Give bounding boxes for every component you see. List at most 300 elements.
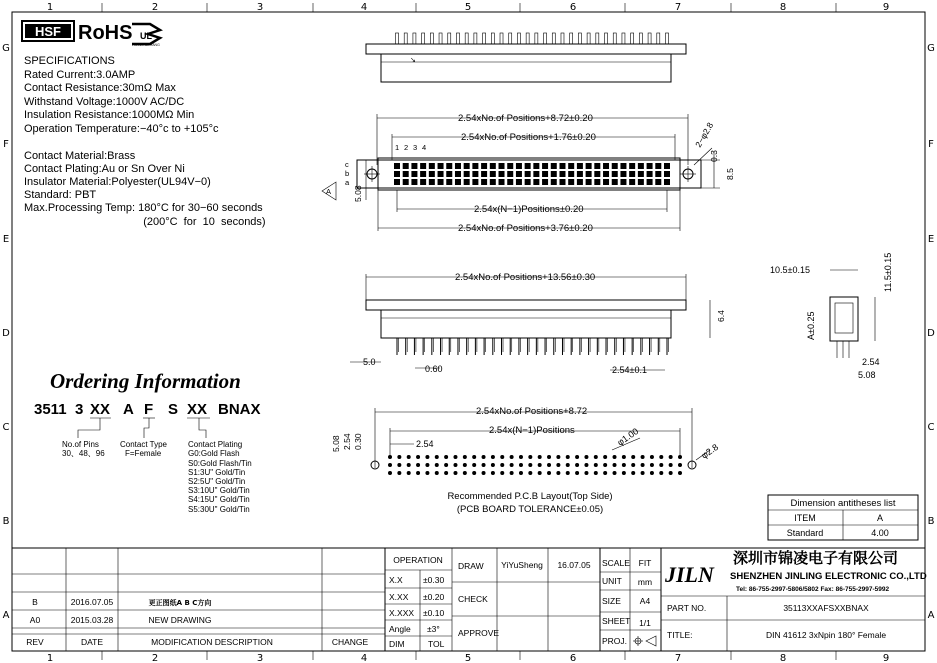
svg-text:更正图纸A B C方向: 更正图纸A B C方向 [148, 599, 212, 607]
contact [403, 163, 409, 169]
contact [542, 163, 548, 169]
spec-line: Operation Temperature:−40°c to +105°c [24, 123, 219, 135]
svg-text:MODIFICATION DESCRIPTION: MODIFICATION DESCRIPTION [151, 637, 273, 647]
svg-text:2015.03.28: 2015.03.28 [70, 615, 114, 625]
pin [422, 33, 425, 44]
pcb-hole [622, 471, 626, 475]
col-num: 4 [360, 2, 368, 13]
pcb-hole [397, 471, 401, 475]
row-letter: E [2, 234, 10, 245]
connector-top-view [322, 113, 735, 234]
pin [456, 33, 459, 44]
pcb-hole [575, 455, 579, 459]
contact [525, 179, 531, 185]
pcb-hole [659, 455, 663, 459]
pin [666, 33, 669, 44]
row-letter: E [927, 234, 935, 245]
contact [438, 163, 444, 169]
contact [629, 163, 635, 169]
pins-values: 30、48、96 [62, 449, 105, 458]
col-num: 7 [674, 653, 682, 663]
pin [448, 33, 451, 44]
svg-text:Angle: Angle [389, 624, 411, 634]
pcb-hole [425, 455, 429, 459]
svg-text:A: A [123, 401, 134, 418]
spec-line: Standard: PBT [24, 189, 97, 201]
contact [603, 171, 609, 177]
dim-0-60: 0.60 [425, 364, 443, 374]
pcb-hole [613, 455, 617, 459]
pcb-hole [435, 471, 439, 475]
pcb-hole [500, 463, 504, 467]
spec-line: Contact Resistance:30mΩ Max [24, 82, 176, 94]
dim-side-pitch: 2.54±0.1 [612, 365, 647, 375]
pcb-dim-5-08: 5.08 [331, 435, 341, 452]
svg-text:1: 1 [395, 143, 400, 152]
pcb-hole [650, 455, 654, 459]
col-num: 3 [256, 653, 264, 663]
pin [517, 33, 520, 44]
contact [620, 179, 626, 185]
dim-5-08: 5.08 [353, 185, 363, 202]
pcb-dim-2-54-v: 2.54 [342, 433, 352, 450]
dim-11-5: 11.5±0.15 [883, 252, 893, 292]
pcb-hole [659, 463, 663, 467]
pcb-hole [491, 463, 495, 467]
hsf-logo [22, 21, 74, 41]
svg-text:FIT: FIT [638, 558, 652, 568]
spec-heading: SPECIFICATIONS [24, 55, 115, 67]
svg-text:±3°: ±3° [427, 624, 440, 634]
spec-line: Contact Plating:Au or Sn Over Ni [24, 163, 185, 175]
dim-body-width: 2.54xNo.of Positions+3.76±0.20 [458, 223, 593, 234]
svg-text:A4: A4 [639, 596, 651, 606]
contact [394, 163, 400, 169]
plating-option: S0:Gold Flash/Tin [188, 459, 252, 468]
contact [559, 179, 565, 185]
col-num: 9 [882, 2, 890, 13]
pin [413, 33, 416, 44]
contact [394, 179, 400, 185]
pin [465, 33, 468, 44]
contact [647, 163, 653, 169]
contact [464, 163, 470, 169]
pcb-caption: Recommended P.C.B Layout(Top Side) [447, 491, 613, 502]
pcb-hole [416, 471, 420, 475]
svg-text:2016.07.05: 2016.07.05 [70, 597, 114, 607]
pin [631, 33, 634, 44]
pcb-hole [397, 455, 401, 459]
contact [638, 171, 644, 177]
pcb-hole [622, 455, 626, 459]
pcb-hole [659, 471, 663, 475]
dim-0-3: 0.3 [709, 150, 719, 162]
svg-text:3: 3 [413, 143, 418, 152]
pcb-hole [631, 463, 635, 467]
svg-text:±0.10: ±0.10 [423, 608, 445, 618]
pcb-hole [575, 463, 579, 467]
pin [396, 33, 399, 44]
svg-text:4: 4 [422, 143, 427, 152]
contact [551, 163, 557, 169]
part-title: DIN 41612 3xNpin 180° Female [765, 630, 887, 640]
contact [577, 171, 583, 177]
pcb-hole [510, 463, 514, 467]
dim-end-5-08: 5.08 [858, 370, 876, 380]
contact [620, 163, 626, 169]
pcb-hole-1: φ1.00 [615, 426, 641, 448]
dim-6-4: 6.4 [716, 310, 726, 322]
svg-text:SHEET: SHEET [602, 616, 631, 626]
svg-text:A: A [876, 513, 884, 523]
contact [620, 171, 626, 177]
pcb-hole [407, 471, 411, 475]
pcb-dim-pitch: 2.54x(N−1)Positions [489, 425, 575, 436]
col-num: 9 [882, 653, 890, 663]
svg-text:S: S [168, 401, 179, 418]
pcb-hole [519, 455, 523, 459]
pcb-hole [556, 455, 560, 459]
pcb-hole [519, 471, 523, 475]
pcb-hole [510, 471, 514, 475]
dim-8-5: 8.5 [725, 168, 735, 180]
row-letter: D [2, 328, 10, 339]
svg-text:1/1: 1/1 [639, 618, 651, 628]
pcb-hole [594, 463, 598, 467]
pin [474, 33, 477, 44]
pcb-hole [566, 455, 570, 459]
pcb-hole [631, 455, 635, 459]
contact [446, 179, 452, 185]
pcb-hole [650, 463, 654, 467]
contact [568, 163, 574, 169]
pcb-hole [416, 455, 420, 459]
contact [403, 171, 409, 177]
pcb-hole [416, 463, 420, 467]
pcb-hole [566, 471, 570, 475]
svg-text:3: 3 [75, 401, 84, 418]
contact [507, 163, 513, 169]
svg-text:XX: XX [90, 401, 111, 418]
pcb-hole [500, 471, 504, 475]
row-letter: G [2, 43, 10, 54]
contact [516, 163, 522, 169]
svg-text:A0: A0 [29, 615, 41, 625]
pcb-hole [631, 471, 635, 475]
contact [516, 179, 522, 185]
svg-text:PROJ.: PROJ. [602, 636, 628, 646]
pcb-dim-0-30: 0.30 [353, 433, 363, 450]
company-contact: Tel: 86-755-2997-5806/5802 Fax: 86-755-2997-5992 [736, 586, 890, 593]
contact [446, 163, 452, 169]
pcb-hole [463, 455, 467, 459]
svg-text:CHANGE: CHANGE [331, 637, 369, 647]
svg-text:c: c [345, 160, 349, 169]
contact [490, 171, 496, 177]
contact [525, 163, 531, 169]
contact [464, 179, 470, 185]
contact [455, 179, 461, 185]
contact [533, 179, 539, 185]
pcb-hole [453, 463, 457, 467]
company-name-en: SHENZHEN JINLING ELECTRONIC CO.,LTD [730, 571, 927, 582]
contact [481, 179, 487, 185]
contact [568, 171, 574, 177]
contact [429, 179, 435, 185]
contact [629, 179, 635, 185]
dim-total-width: 2.54xNo.of Positions+8.72±0.20 [458, 113, 593, 124]
pcb-hole [500, 455, 504, 459]
pin [596, 33, 599, 44]
contact [525, 171, 531, 177]
svg-text:TITLE:: TITLE: [667, 630, 693, 640]
contact [542, 171, 548, 177]
pin [500, 33, 503, 44]
col-num: 2 [151, 2, 159, 13]
pcb-hole [528, 471, 532, 475]
pcb-hole [482, 463, 486, 467]
pcb-hole [669, 471, 673, 475]
row-letter: D [927, 328, 935, 339]
pcb-hole [491, 455, 495, 459]
ordering-code [34, 401, 261, 418]
svg-text:PART NO.: PART NO. [667, 603, 707, 613]
contact [603, 179, 609, 185]
svg-text:B: B [32, 597, 38, 607]
plating-option: S5:30U" Gold/Tin [188, 505, 250, 514]
pcb-hole [575, 471, 579, 475]
contact [438, 171, 444, 177]
contact [586, 171, 592, 177]
pin [605, 33, 608, 44]
pcb-hole [678, 463, 682, 467]
contact [655, 171, 661, 177]
pcb-hole [641, 471, 645, 475]
dim-side-total: 2.54xNo.of Positions+13.56±0.30 [455, 272, 596, 283]
pin [570, 33, 573, 44]
row-letter: G [927, 43, 935, 54]
pcb-hole [388, 463, 392, 467]
col-num: 3 [256, 2, 264, 13]
contact [551, 179, 557, 185]
pcb-hole [622, 463, 626, 467]
dim-5-0: 5.0 [363, 357, 376, 367]
contact [472, 179, 478, 185]
svg-text:X.XX: X.XX [389, 592, 409, 602]
svg-text:Dimension antitheses list: Dimension antitheses list [790, 498, 896, 509]
pcb-hole [556, 463, 560, 467]
col-num: 6 [569, 653, 577, 663]
contact [559, 171, 565, 177]
pcb-hole [444, 455, 448, 459]
pcb-hole [594, 471, 598, 475]
pcb-hole [482, 471, 486, 475]
svg-text:4.00: 4.00 [871, 528, 889, 538]
plating-option: S3:10U" Gold/Tin [188, 486, 250, 495]
row-letter: B [927, 516, 935, 527]
contact [507, 171, 513, 177]
pin [491, 33, 494, 44]
dim-inner-width: 2.54xNo.of Positions+1.76±0.20 [461, 132, 596, 143]
pcb-hole [453, 455, 457, 459]
dim-a: A±0.25 [806, 311, 816, 340]
pcb-hole [435, 455, 439, 459]
pin [509, 33, 512, 44]
pcb-hole [482, 455, 486, 459]
contact [655, 179, 661, 185]
contact [586, 163, 592, 169]
contact [533, 163, 539, 169]
pcb-hole [472, 455, 476, 459]
contact [638, 163, 644, 169]
contact [559, 163, 565, 169]
pin [578, 33, 581, 44]
contact-type-label: Contact Type [120, 440, 167, 449]
plating-option: G0:Gold Flash [188, 449, 240, 458]
contact-type-value: F=Female [125, 449, 162, 458]
svg-text:UL: UL [140, 31, 152, 41]
company-name-cn: 深圳市锦凌电子有限公司 [733, 549, 899, 567]
contact [612, 171, 618, 177]
contact [612, 163, 618, 169]
ul-logo [132, 24, 160, 47]
col-num: 1 [46, 653, 54, 663]
pcb-hole [566, 463, 570, 467]
pcb-hole [388, 471, 392, 475]
svg-text:±0.20: ±0.20 [423, 592, 445, 602]
contact [594, 171, 600, 177]
svg-text:CHECK: CHECK [458, 594, 488, 604]
contact [394, 171, 400, 177]
row-letter: B [2, 516, 10, 527]
pcb-hole [603, 471, 607, 475]
contact [490, 163, 496, 169]
dim-end-2-54: 2.54 [862, 357, 880, 367]
pcb-hole [678, 455, 682, 459]
pcb-hole-2: φ2.8 [699, 441, 721, 461]
contact [603, 163, 609, 169]
row-letter: F [3, 139, 9, 150]
pcb-hole [538, 463, 542, 467]
pcb-hole [425, 471, 429, 475]
pin [430, 33, 433, 44]
contact [499, 171, 505, 177]
dimension-list-table [768, 495, 918, 540]
svg-text:PLANO-BEHANG: PLANO-BEHANG [132, 43, 160, 47]
pcb-hole [678, 471, 682, 475]
row-letter: C [2, 422, 10, 433]
col-num: 2 [151, 653, 159, 663]
col-num: 7 [674, 2, 682, 13]
pcb-layout [331, 406, 720, 515]
pcb-hole [547, 455, 551, 459]
spec-line: Max.Processing Temp: 180°C for 30−60 seconds [24, 202, 263, 214]
pin [657, 33, 660, 44]
contact [655, 163, 661, 169]
spec-line: Rated Current:3.0AMP [24, 69, 136, 81]
contact [499, 163, 505, 169]
pin [561, 33, 564, 44]
pins-label: No.of Pins [62, 440, 99, 449]
svg-text:UNIT: UNIT [602, 576, 622, 586]
spec-line: Insulation Resistance:1000MΩ Min [24, 109, 195, 121]
pin [483, 33, 486, 44]
dim-10-5: 10.5±0.15 [770, 265, 810, 275]
contact [420, 179, 426, 185]
pcb-hole [425, 463, 429, 467]
contact [647, 171, 653, 177]
connector-end-view [770, 253, 893, 380]
contact [594, 163, 600, 169]
pcb-hole [444, 463, 448, 467]
svg-text:REV: REV [26, 637, 44, 647]
pcb-hole [444, 471, 448, 475]
spec-line: Insulator Material:Polyester(UL94V−0) [24, 176, 211, 188]
svg-text:XX: XX [187, 401, 208, 418]
row-letter: C [927, 422, 935, 433]
row-letter: F [928, 139, 934, 150]
contact [481, 171, 487, 177]
projection-symbol-icon [633, 636, 656, 646]
col-num: 6 [569, 2, 577, 13]
contact [481, 163, 487, 169]
pcb-hole [613, 471, 617, 475]
svg-text:±0.30: ±0.30 [423, 575, 445, 585]
col-num: 5 [464, 653, 472, 663]
contact [647, 179, 653, 185]
svg-text:YiYuSheng: YiYuSheng [501, 560, 543, 570]
plating-label: Contact Plating [188, 440, 243, 449]
contact [420, 163, 426, 169]
title-block [12, 548, 927, 651]
spec-line: Withstand Voltage:1000V AC/DC [24, 96, 185, 108]
contact [629, 171, 635, 177]
pin [639, 33, 642, 44]
pcb-hole [669, 463, 673, 467]
col-num: 1 [46, 2, 54, 13]
pcb-hole [594, 455, 598, 459]
pcb-hole [547, 463, 551, 467]
pcb-hole [641, 463, 645, 467]
contact [429, 171, 435, 177]
contact [472, 171, 478, 177]
plating-option: S2:5U" Gold/Tin [188, 477, 246, 486]
contact [499, 179, 505, 185]
pcb-hole [510, 455, 514, 459]
pcb-hole [538, 471, 542, 475]
ordering-title: Ordering Information [50, 369, 241, 393]
pcb-hole [584, 455, 588, 459]
connector-side-view [350, 272, 726, 375]
contact [586, 179, 592, 185]
svg-text:16.07.05: 16.07.05 [557, 560, 591, 570]
contact [411, 163, 417, 169]
dim-hole: 2−φ2.8 [693, 120, 716, 149]
svg-text:A: A [326, 187, 332, 196]
contact [551, 171, 557, 177]
pcb-hole [641, 455, 645, 459]
contact [411, 179, 417, 185]
pcb-hole [528, 455, 532, 459]
pcb-hole [584, 463, 588, 467]
svg-text:NEW DRAWING: NEW DRAWING [148, 615, 212, 625]
contact [594, 179, 600, 185]
pcb-hole [472, 471, 476, 475]
contact [533, 171, 539, 177]
company-logo: JILN [665, 562, 714, 587]
pcb-hole [453, 471, 457, 475]
contact [464, 171, 470, 177]
